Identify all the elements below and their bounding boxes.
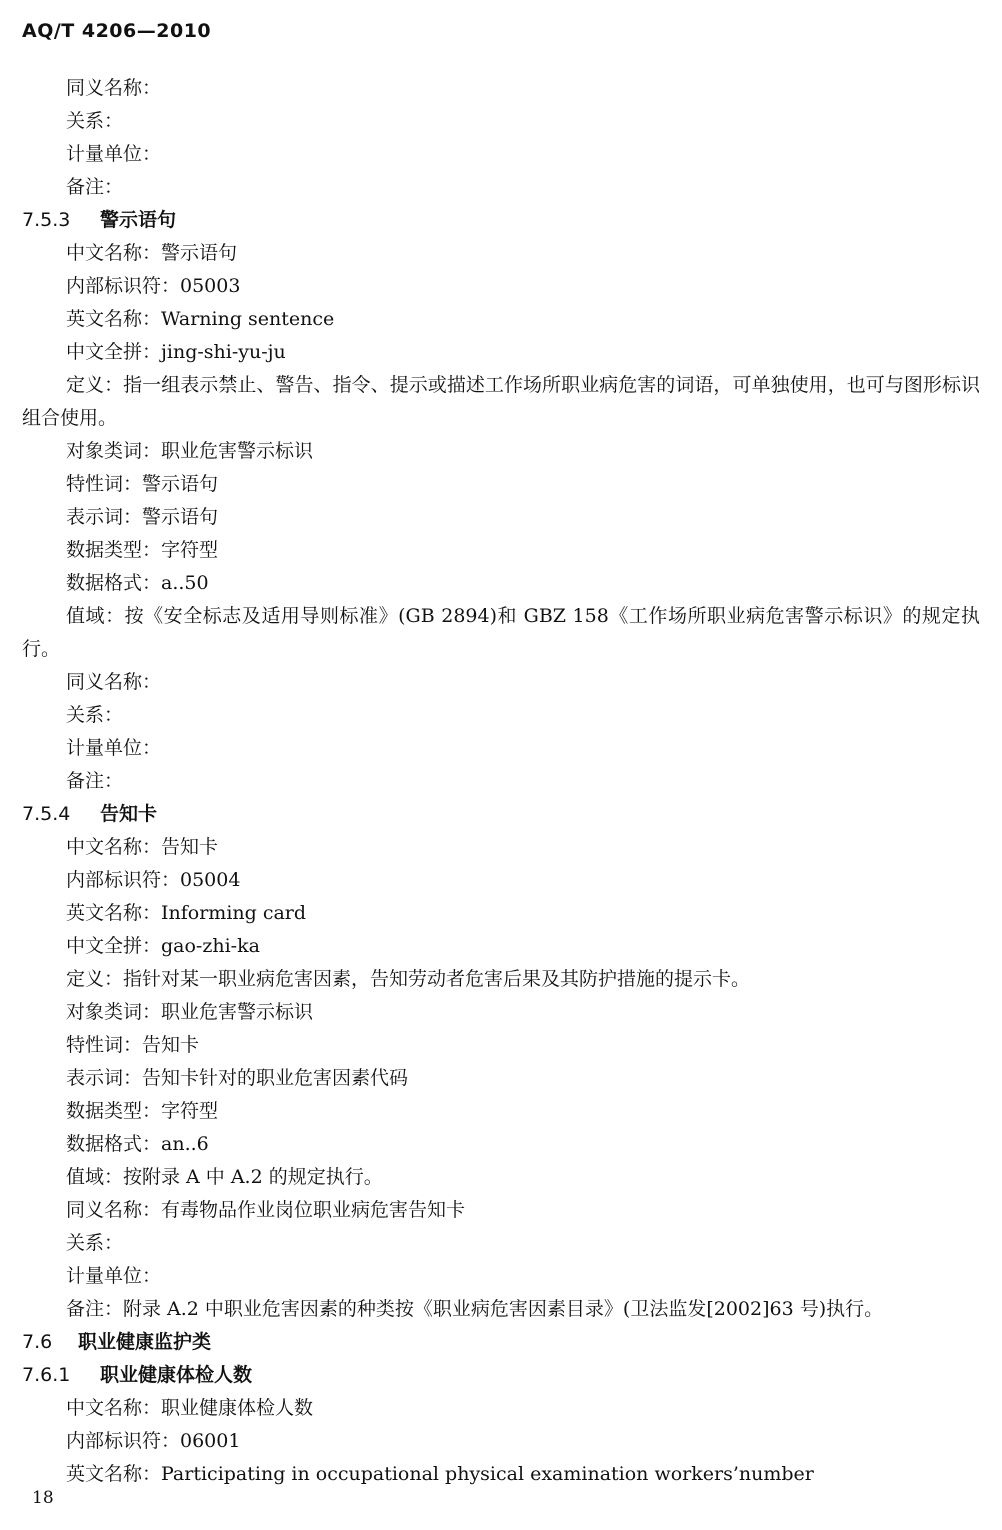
field-line: 表示词：警示语句 bbox=[66, 506, 219, 528]
field-line: 同义名称： bbox=[66, 77, 162, 99]
section-number: 7.5.4 bbox=[22, 803, 71, 825]
field-line: 数据格式：a..50 bbox=[66, 572, 209, 594]
field-line: 数据格式：an..6 bbox=[66, 1133, 209, 1155]
field-line: 内部标识符：05004 bbox=[66, 869, 241, 891]
field-line: 关系： bbox=[66, 110, 124, 132]
field-line: 备注：附录 A.2 中职业危害因素的种类按《职业病危害因素目录》(卫法监发[2002]63 号)执行。 bbox=[66, 1298, 884, 1320]
definition-paragraph: 定义：指一组表示禁止、警告、指令、提示或描述工作场所职业病危害的词语，可单独使用，也可与图形标识组合使用。 bbox=[22, 374, 980, 429]
standard-number: AQ/T 4206—2010 bbox=[22, 20, 212, 42]
field-line: 数据类型：字符型 bbox=[66, 539, 219, 561]
field-line: 中文名称：告知卡 bbox=[66, 836, 219, 858]
field-line: 定义：指针对某一职业病危害因素，告知劳动者危害后果及其防护措施的提示卡。 bbox=[66, 968, 751, 990]
field-line: 中文名称：职业健康体检人数 bbox=[66, 1397, 314, 1419]
field-line: 计量单位： bbox=[66, 1265, 162, 1287]
section-heading-7-5-3 bbox=[0, 204, 1002, 237]
field-line: 特性词：告知卡 bbox=[66, 1034, 200, 1056]
section-number: 7.6.1 bbox=[22, 1364, 71, 1386]
field-line: 计量单位： bbox=[66, 143, 162, 165]
value-domain-paragraph: 值域：按《安全标志及适用导则标准》(GB 2894)和 GBZ 158《工作场所职业病危害警示标识》的规定执行。 bbox=[22, 605, 980, 660]
field-line: 对象类词：职业危害警示标识 bbox=[66, 1001, 314, 1023]
field-line: 计量单位： bbox=[66, 737, 162, 759]
field-line: 关系： bbox=[66, 1232, 124, 1254]
field-line: 中文名称：警示语句 bbox=[66, 242, 238, 264]
field-line: 同义名称： bbox=[66, 671, 162, 693]
field-line: 中文全拼：gao-zhi-ka bbox=[66, 935, 260, 957]
section-heading-7-6-1 bbox=[0, 1359, 1002, 1392]
section-title: 警示语句 bbox=[100, 209, 177, 231]
section-title: 职业健康监护类 bbox=[78, 1331, 212, 1353]
section-heading-7-5-4 bbox=[0, 798, 1002, 831]
field-line: 英文名称：Informing card bbox=[66, 902, 307, 924]
page-number: 18 bbox=[32, 1488, 54, 1508]
field-line: 英文名称：Participating in occupational physical examination workers’number bbox=[66, 1463, 814, 1485]
field-line: 表示词：告知卡针对的职业危害因素代码 bbox=[66, 1067, 409, 1089]
field-line: 特性词：警示语句 bbox=[66, 473, 219, 495]
field-line: 中文全拼：jing-shi-yu-ju bbox=[66, 341, 286, 363]
section-number: 7.6 bbox=[22, 1331, 53, 1353]
field-line: 对象类词：职业危害警示标识 bbox=[66, 440, 314, 462]
field-line: 英文名称：Warning sentence bbox=[66, 308, 335, 330]
field-line: 备注： bbox=[66, 176, 124, 198]
field-line: 备注： bbox=[66, 770, 124, 792]
field-line: 关系： bbox=[66, 704, 124, 726]
section-title: 告知卡 bbox=[100, 803, 158, 825]
section-number: 7.5.3 bbox=[22, 209, 71, 231]
field-line: 数据类型：字符型 bbox=[66, 1100, 219, 1122]
section-heading-7-6 bbox=[0, 1326, 1002, 1359]
field-line: 内部标识符：06001 bbox=[66, 1430, 241, 1452]
field-line: 内部标识符：05003 bbox=[66, 275, 241, 297]
section-title: 职业健康体检人数 bbox=[100, 1364, 253, 1386]
field-line: 同义名称：有毒物品作业岗位职业病危害告知卡 bbox=[66, 1199, 466, 1221]
document-body bbox=[0, 72, 1002, 1491]
field-line: 值域：按附录 A 中 A.2 的规定执行。 bbox=[66, 1166, 383, 1188]
